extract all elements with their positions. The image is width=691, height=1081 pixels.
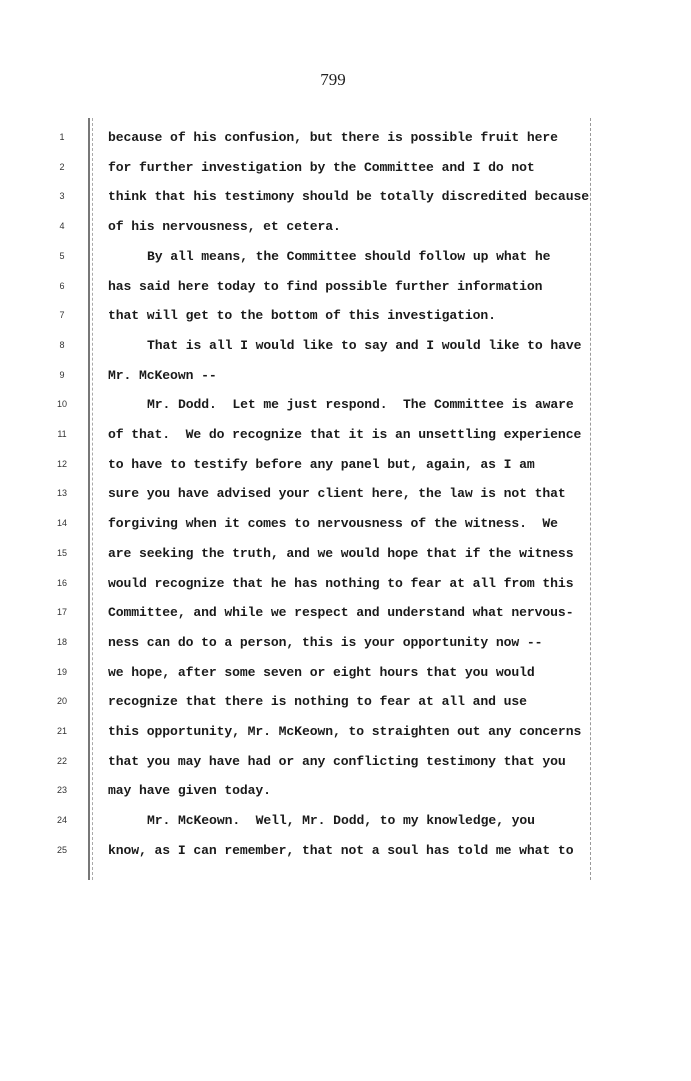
transcript-line: are seeking the truth, and we would hope that if the witness [108, 545, 574, 561]
line-number: 21 [56, 726, 67, 736]
left-margin-rule [88, 118, 90, 880]
line-number: 15 [56, 547, 67, 558]
line-number: 23 [56, 785, 67, 796]
transcript-line: know, as I can remember, that not a soul has told me what to [108, 842, 574, 858]
transcript-line: sure you have advised your client here, the law is not that [108, 486, 566, 502]
line-number: 8 [59, 339, 65, 350]
transcript-line: recognize that there is nothing to fear at all and use [108, 694, 527, 710]
transcript-line: think that his testimony should be totally discredited because [108, 189, 589, 205]
transcript-line: because of his confusion, but there is possible fruit here [108, 130, 558, 145]
line-number: 7 [59, 310, 65, 321]
transcript-line: Committee, and while we respect and understand what nervous- [108, 605, 574, 621]
transcript-line: That is all I would like to say and I would like to have [147, 337, 582, 353]
page-number: 799 [320, 70, 346, 89]
line-number: 4 [59, 221, 65, 232]
line-number: 19 [56, 666, 67, 677]
transcript-line: may have given today. [108, 783, 271, 799]
transcript-line: forgiving when it comes to nervousness of the witness. We [108, 516, 558, 532]
line-number: 2 [59, 161, 65, 172]
transcript-line: that will get to the bottom of this investigation. [108, 308, 496, 324]
line-number: 3 [59, 191, 65, 202]
transcript-line: to have to testify before any panel but, again, as I am [108, 456, 535, 472]
transcript-line: we hope, after some seven or eight hours that you would [108, 664, 535, 680]
transcript-line: has said here today to find possible further information [108, 278, 543, 294]
transcript-line: Mr. Dodd. Let me just respond. The Committee is aware [147, 397, 574, 413]
line-number: 10 [56, 399, 67, 410]
line-number: 11 [57, 429, 67, 439]
transcript-line: this opportunity, Mr. McKeown, to straighten out any concerns [108, 724, 582, 739]
transcript-line: of that. We do recognize that it is an unsettling experience [108, 427, 582, 442]
line-number: 20 [56, 696, 67, 707]
line-number: 13 [56, 488, 67, 499]
transcript-line: for further investigation by the Committee and I do not [108, 159, 535, 175]
transcript-line: Mr. McKeown -- [108, 367, 217, 383]
transcript-line: of his nervousness, et cetera. [108, 219, 341, 235]
line-number: 9 [59, 369, 65, 380]
line-number: 18 [56, 636, 67, 647]
line-number: 1 [59, 132, 65, 142]
right-margin-rule [590, 118, 591, 880]
transcript-line: would recognize that he has nothing to fear at all from this [108, 575, 574, 591]
line-number: 5 [59, 250, 65, 261]
left-margin-rule-inner [92, 118, 93, 880]
transcript-line: By all means, the Committee should follow up what he [147, 248, 551, 264]
line-number: 24 [56, 815, 67, 826]
line-number: 12 [56, 458, 67, 469]
line-number: 22 [56, 755, 67, 766]
line-number: 6 [59, 280, 65, 291]
transcript-line: that you may have had or any conflicting testimony that you [108, 753, 566, 769]
transcript-line: Mr. McKeown. Well, Mr. Dodd, to my knowledge, you [147, 813, 535, 829]
line-number: 25 [56, 844, 67, 855]
transcript-line: ness can do to a person, this is your opportunity now -- [108, 634, 543, 650]
line-number: 14 [56, 518, 67, 529]
line-number: 17 [56, 607, 67, 618]
line-number: 16 [56, 577, 67, 588]
